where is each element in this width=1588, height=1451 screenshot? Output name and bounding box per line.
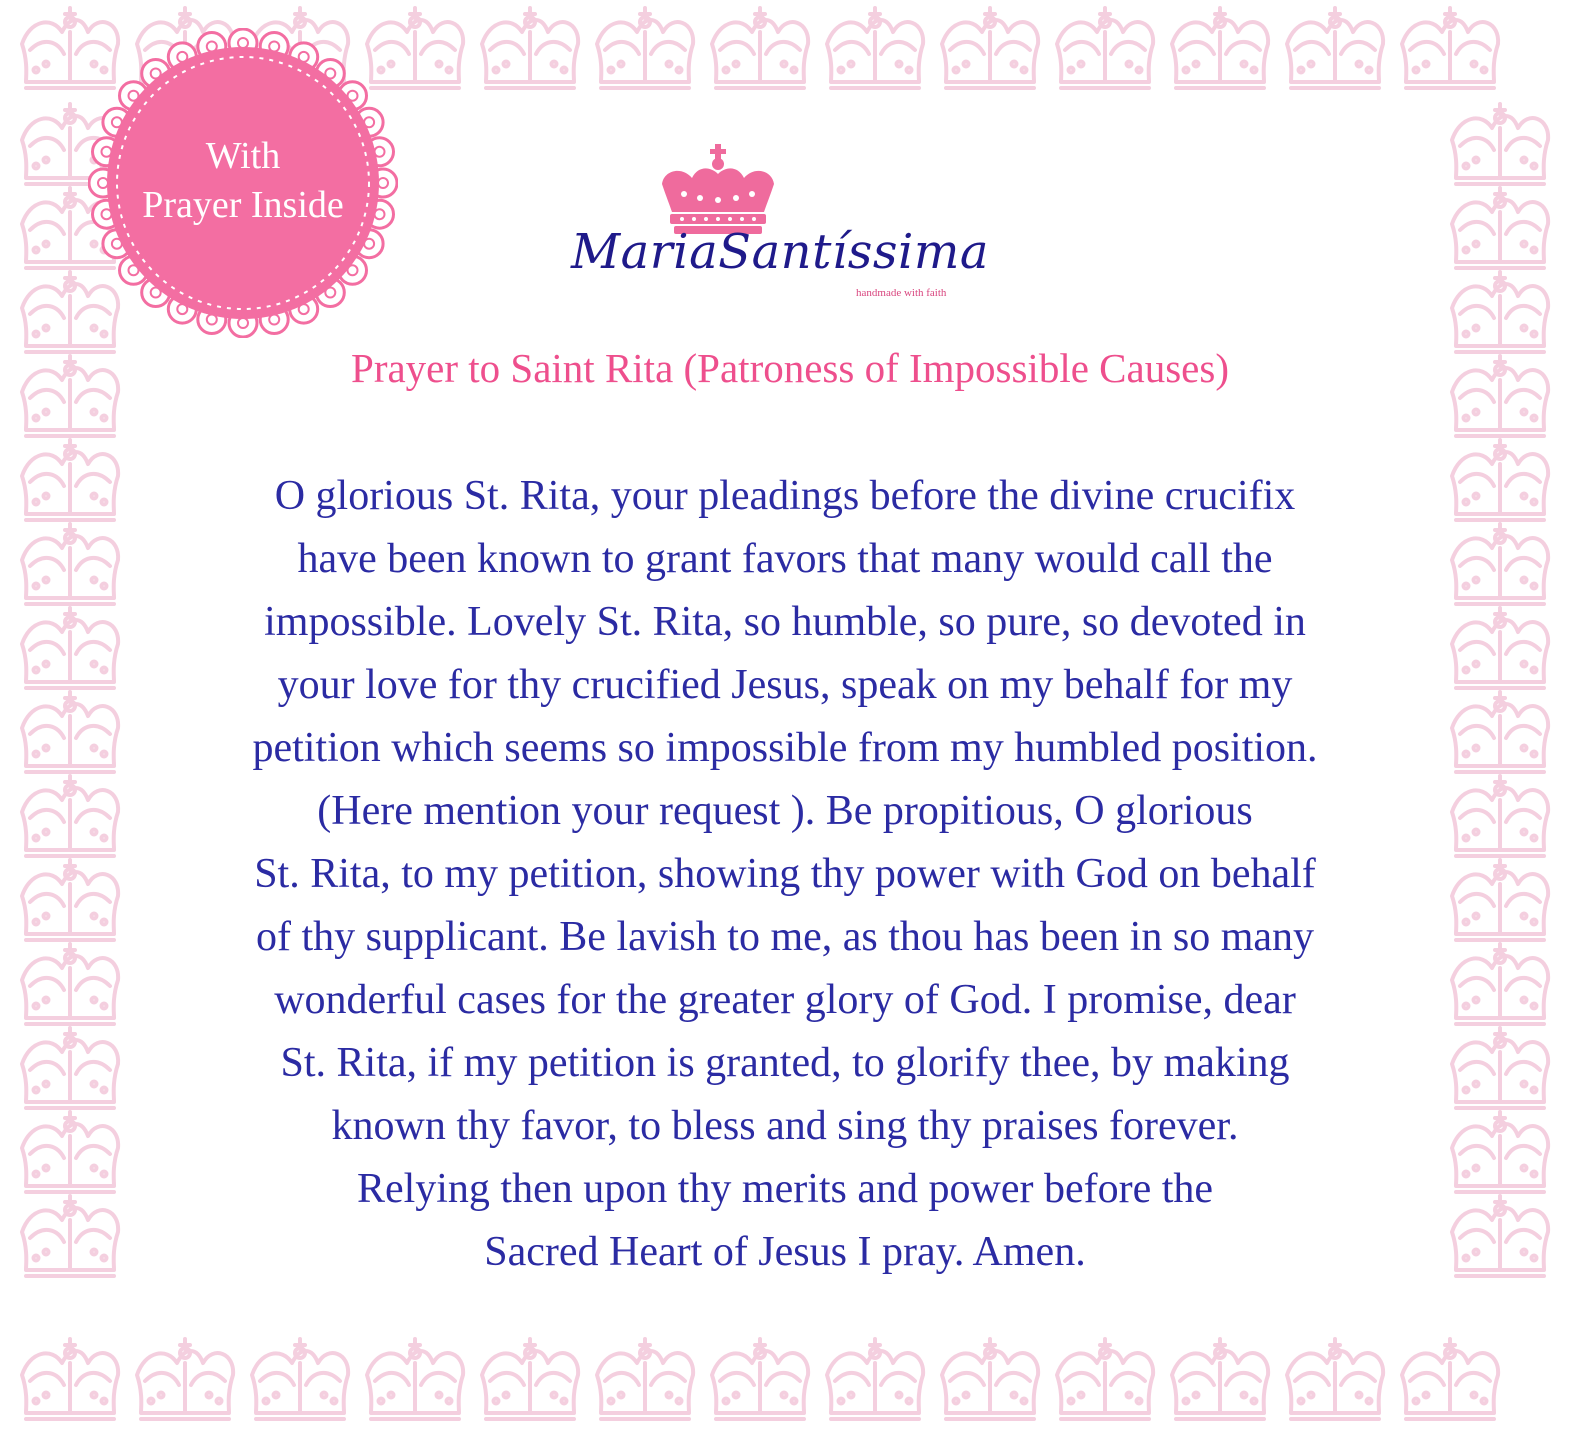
crown-icon <box>137 1339 233 1419</box>
prayer-line: (Here mention your request ). Be propitious, O glorious <box>317 788 1253 834</box>
crown-icon <box>712 1339 808 1419</box>
prayer-line: have been known to grant favors that many would call the <box>297 536 1273 582</box>
crown-icon <box>1452 524 1548 604</box>
crown-icon <box>942 8 1038 88</box>
crown-icon <box>1402 8 1498 88</box>
crown-icon <box>22 356 118 436</box>
crown-icon <box>712 8 808 88</box>
crown-icon <box>1452 944 1548 1024</box>
crown-icon <box>1452 1112 1548 1192</box>
crown-icon <box>1172 8 1268 88</box>
prayer-line: impossible. Lovely St. Rita, so humble, so pure, so devoted in <box>264 599 1306 645</box>
crown-icon <box>1402 1339 1498 1419</box>
crown-icon <box>597 1339 693 1419</box>
brand-tagline: handmade with faith <box>856 287 947 299</box>
crown-icon <box>22 440 118 520</box>
crown-icon <box>252 1339 348 1419</box>
crown-icon <box>482 8 578 88</box>
crown-icon <box>1057 8 1153 88</box>
badge-text-line2: Prayer Inside <box>142 184 344 226</box>
prayer-line: of thy supplicant. Be lavish to me, as thou has been in so many <box>256 914 1314 960</box>
prayer-line: O glorious St. Rita, your pleadings before the divine crucifix <box>274 473 1296 519</box>
crown-icon <box>597 8 693 88</box>
brand-name: MariaSantíssima <box>571 224 989 280</box>
prayer-inside-badge <box>88 28 398 338</box>
crown-icon <box>1452 188 1548 268</box>
crown-icon <box>1452 1196 1548 1276</box>
crown-icon <box>22 692 118 772</box>
crown-icon <box>22 1028 118 1108</box>
crown-icon <box>22 608 118 688</box>
crown-icon <box>942 1339 1038 1419</box>
crown-icon <box>1452 860 1548 940</box>
crown-icon <box>22 1339 118 1419</box>
crown-icon <box>1452 272 1548 352</box>
crown-icon <box>1287 1339 1383 1419</box>
prayer-line: Relying then upon thy merits and power before the <box>356 1166 1214 1212</box>
crown-icon <box>1452 104 1548 184</box>
crown-icon <box>22 1112 118 1192</box>
crown-icon <box>1452 440 1548 520</box>
crown-icon <box>1452 608 1548 688</box>
crown-icon <box>22 860 118 940</box>
prayer-line: known thy favor, to bless and sing thy praises forever. <box>331 1103 1239 1149</box>
prayer-line: Sacred Heart of Jesus I pray. Amen. <box>484 1229 1086 1275</box>
prayer-line: St. Rita, to my petition, showing thy power with God on behalf <box>254 851 1316 897</box>
prayer-title: Prayer to Saint Rita (Patroness of Impossible Causes) <box>351 345 1229 391</box>
crown-icon <box>1057 1339 1153 1419</box>
prayer-line: wonderful cases for the greater glory of God. I promise, dear <box>274 977 1296 1023</box>
prayer-line: petition which seems so impossible from my humbled position. <box>252 725 1318 771</box>
crown-icon <box>1287 8 1383 88</box>
crown-icon <box>827 8 923 88</box>
crown-icon <box>1452 692 1548 772</box>
crown-icon <box>22 524 118 604</box>
crown-icon <box>22 776 118 856</box>
prayer-line: your love for thy crucified Jesus, speak on my behalf for my <box>277 662 1293 708</box>
badge-text-line1: With <box>205 135 281 177</box>
crown-icon <box>1172 1339 1268 1419</box>
crown-icon <box>482 1339 578 1419</box>
crown-icon <box>1452 356 1548 436</box>
crown-icon <box>1452 776 1548 856</box>
crown-icon <box>1452 1028 1548 1108</box>
crown-icon <box>22 1196 118 1276</box>
crown-icon <box>22 944 118 1024</box>
crown-icon <box>827 1339 923 1419</box>
prayer-body <box>150 465 1420 1284</box>
crown-icon <box>367 1339 463 1419</box>
prayer-line: St. Rita, if my petition is granted, to glorify thee, by making <box>280 1040 1290 1086</box>
